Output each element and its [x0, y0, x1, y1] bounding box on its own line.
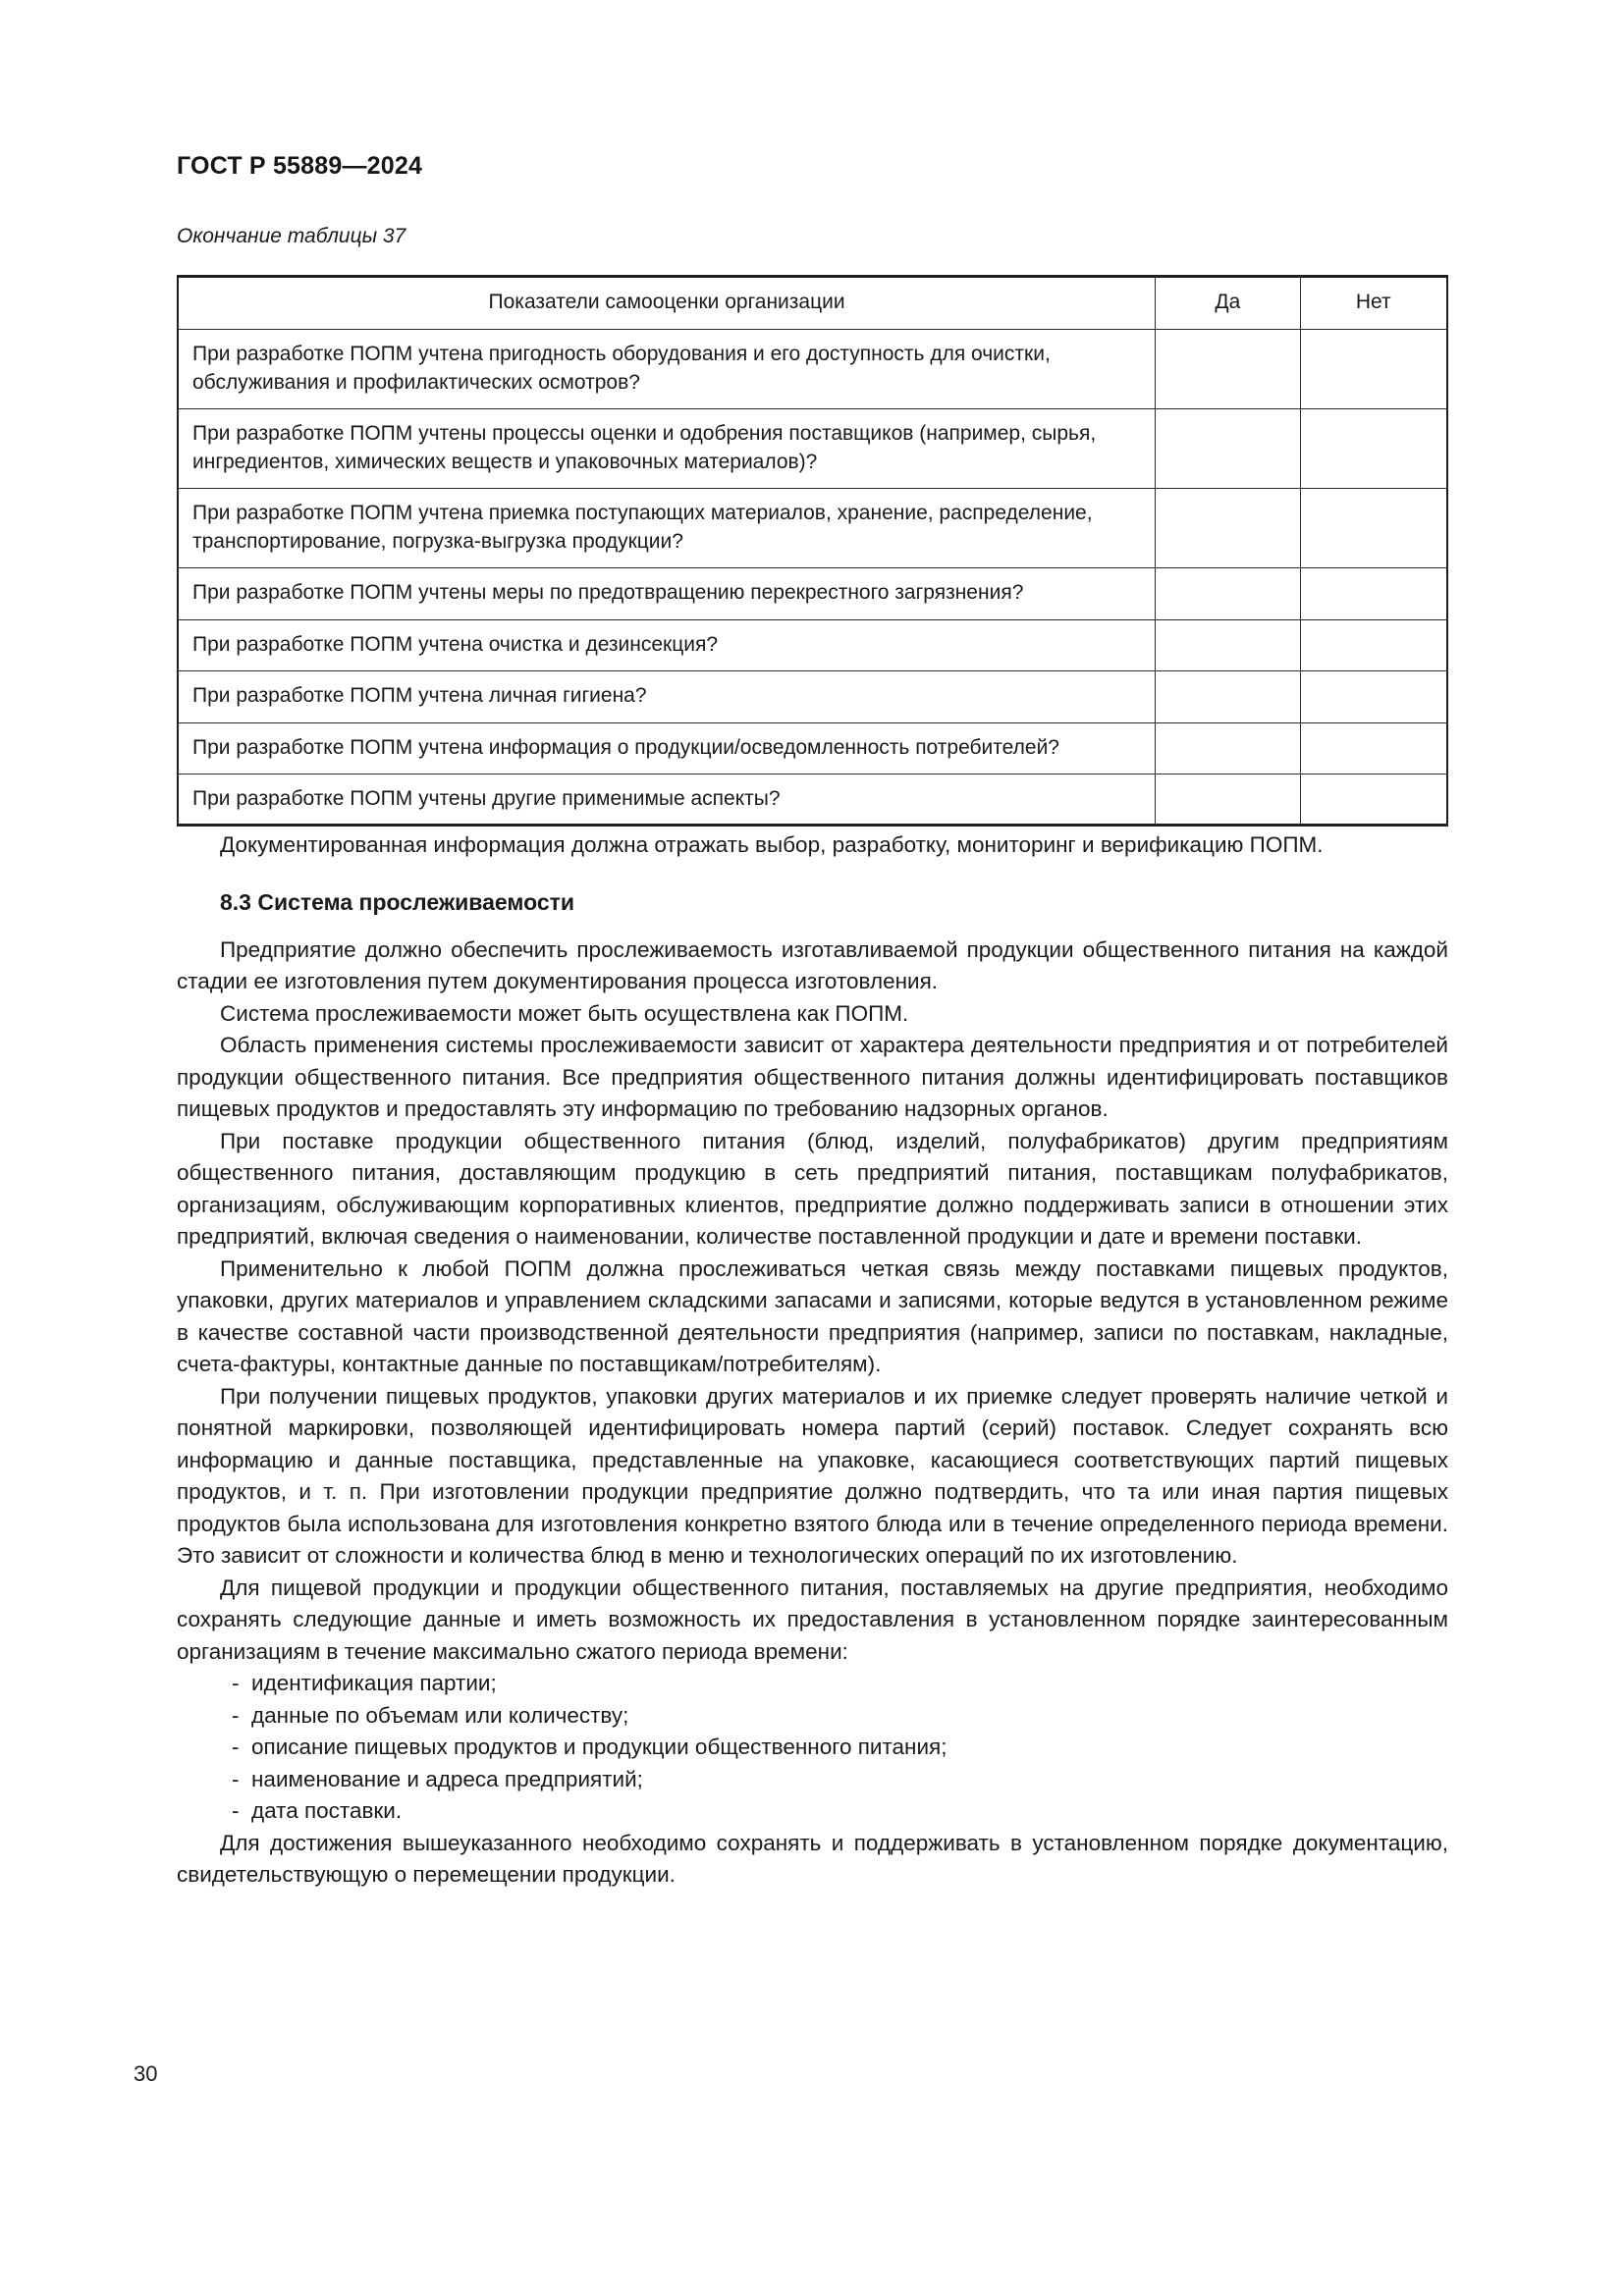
table-cell-question: При разработке ПОПМ учтены другие применимые аспекты? [178, 774, 1156, 827]
table-cell-yes[interactable] [1156, 330, 1300, 409]
table-row [178, 409, 1447, 489]
table-cell-no[interactable] [1300, 671, 1447, 723]
paragraph-traceability-2: Система прослеживаемости может быть осуществлена как ПОПМ. [220, 1000, 909, 1026]
table-cell-question: При разработке ПОПМ учтена приемка поступающих материалов, хранение, распределение, транспортирование, погрузка-выгрузка продукции? [178, 489, 1156, 568]
paragraph-traceability-1: Предприятие должно обеспечить прослеживаемость изготавливаемой продукции общественного питания на каждой стадии ее изготовления путем документирования процесса изготовления. [177, 936, 1448, 993]
table-row [178, 489, 1447, 568]
paragraph-traceability-4: При поставке продукции общественного питания (блюд, изделий, полуфабрикатов) другим предприятиям общественного питания, доставляющим продукцию в сеть предприятий питания, поставщикам полуфабрикатов, организациям, обслуживающим корпоративных клиентов, предприятие должно поддерживать записи в отношении этих предприятий, включая сведения о наименовании, количестве поставленной продукции и дате и времени поставки. [177, 1128, 1448, 1249]
table-cell-no[interactable] [1300, 619, 1447, 671]
paragraph-traceability-6: При получении пищевых продуктов, упаковки других материалов и их приемке следует проверять наличие четкой и понятной маркировки, позволяющей идентифицировать номера партий (серий) поставок. Следует сохранять всю информацию и данные поставщика, представленные на упаковке, касающиеся соответствующих партий пищевых продуктов, и т. п. При изготовлении продукции предприятие должно подтвердить, что та или иная партия пищевых продуктов была использована для изготовления конкретно взятого блюда или в течение определенного периода времени. Это зависит от сложности и количества блюд в меню и технологических операций по их изготовлению. [177, 1383, 1448, 1568]
page-number: 30 [134, 2061, 158, 2086]
list-dash-marker: - [232, 1735, 240, 1759]
section-heading-8-3: 8.3 Система прослеживаемости [220, 888, 575, 915]
table-cell-no[interactable] [1300, 489, 1447, 568]
table-row [178, 619, 1447, 671]
table-cell-no[interactable] [1300, 722, 1447, 774]
table-row [178, 330, 1447, 409]
table-body [178, 330, 1447, 827]
list-dash-marker: - [232, 1671, 240, 1695]
paragraph-traceability-3: Область применения системы прослеживаемости зависит от характера деятельности предприятия и от потребителей продукции общественного питания. Все предприятия общественного питания должны идентифицировать поставщиков пищевых продуктов и предоставлять эту информацию по требованию надзорных органов. [177, 1033, 1448, 1121]
body-text [177, 829, 1448, 1892]
table-cell-question: При разработке ПОПМ учтена очистка и дезинсекция? [178, 619, 1156, 671]
paragraph-traceability-7: Для пищевой продукции и продукции общественного питания, поставляемых на другие предприятия, необходимо сохранять следующие данные и иметь возможность их предоставления в установленном порядке заинтересованным организациям в течение максимально сжатого периода времени: [177, 1575, 1448, 1664]
table-cell-no[interactable] [1300, 330, 1447, 409]
table-cell-yes[interactable] [1156, 774, 1300, 827]
table-row [178, 671, 1447, 723]
list-item-label: дата поставки. [251, 1798, 403, 1823]
table-row [178, 568, 1447, 620]
required-data-list [177, 1668, 1448, 1828]
table-row [178, 774, 1447, 827]
list-item [177, 1795, 1448, 1828]
list-dash-marker: - [232, 1766, 240, 1791]
list-item [177, 1732, 1448, 1764]
table-caption: Окончание таблицы 37 [177, 225, 406, 247]
table-cell-question: При разработке ПОПМ учтены меры по предотвращению перекрестного загрязнения? [178, 568, 1156, 620]
table-row [178, 722, 1447, 774]
list-item [177, 1700, 1448, 1733]
self-assessment-table-container [177, 275, 1448, 827]
self-assessment-table [177, 275, 1448, 827]
paragraph-closing: Для достижения вышеуказанного необходимо сохранять и поддерживать в установленном порядке документацию, свидетельствующую о перемещении продукции. [177, 1830, 1448, 1887]
list-item [177, 1668, 1448, 1700]
table-header-row [178, 276, 1447, 330]
table-cell-no[interactable] [1300, 568, 1447, 620]
table-cell-no[interactable] [1300, 409, 1447, 489]
table-cell-question: При разработке ПОПМ учтена информация о продукции/осведомленность потребителей? [178, 722, 1156, 774]
table-cell-yes[interactable] [1156, 722, 1300, 774]
table-cell-question: При разработке ПОПМ учтена личная гигиена? [178, 671, 1156, 723]
table-cell-yes[interactable] [1156, 671, 1300, 723]
table-cell-question: При разработке ПОПМ учтена пригодность оборудования и его доступность для очистки, обслуживания и профилактических осмотров? [178, 330, 1156, 409]
list-item-label: данные по объемам или количеству; [251, 1702, 629, 1728]
list-item-label: идентификация партии; [251, 1671, 497, 1695]
table-cell-yes[interactable] [1156, 489, 1300, 568]
paragraph-traceability-5: Применительно к любой ПОПМ должна прослеживаться четкая связь между поставками пищевых продуктов, упаковки, других материалов и управлением складскими запасами и записями, которые ведутся в установленном режиме в качестве составной части производственной деятельности предприятия (например, записи по поставкам, накладные, счета-фактуры, контактные данные по поставщикам/потребителям). [177, 1255, 1448, 1376]
table-cell-no[interactable] [1300, 774, 1447, 827]
list-item-label: наименование и адреса предприятий; [251, 1766, 643, 1791]
table-cell-yes[interactable] [1156, 568, 1300, 620]
list-dash-marker: - [232, 1798, 240, 1823]
list-item-label: описание пищевых продуктов и продукции общественного питания; [251, 1735, 947, 1759]
table-cell-yes[interactable] [1156, 619, 1300, 671]
list-item [177, 1764, 1448, 1796]
table-cell-question: При разработке ПОПМ учтены процессы оценки и одобрения поставщиков (например, сырья, ингредиентов, химических веществ и упаковочных материалов)? [178, 409, 1156, 489]
column-header-indicator: Показатели самооценки организации [178, 276, 1156, 330]
list-dash-marker: - [232, 1702, 240, 1728]
table-cell-yes[interactable] [1156, 409, 1300, 489]
running-header: ГОСТ Р 55889—2024 [177, 152, 423, 180]
column-header-yes: Да [1156, 276, 1300, 330]
column-header-no: Нет [1300, 276, 1447, 330]
table-header [178, 276, 1447, 330]
paragraph-documented-information: Документированная информация должна отражать выбор, разработку, мониторинг и верификацию ПОПМ. [220, 832, 1324, 857]
